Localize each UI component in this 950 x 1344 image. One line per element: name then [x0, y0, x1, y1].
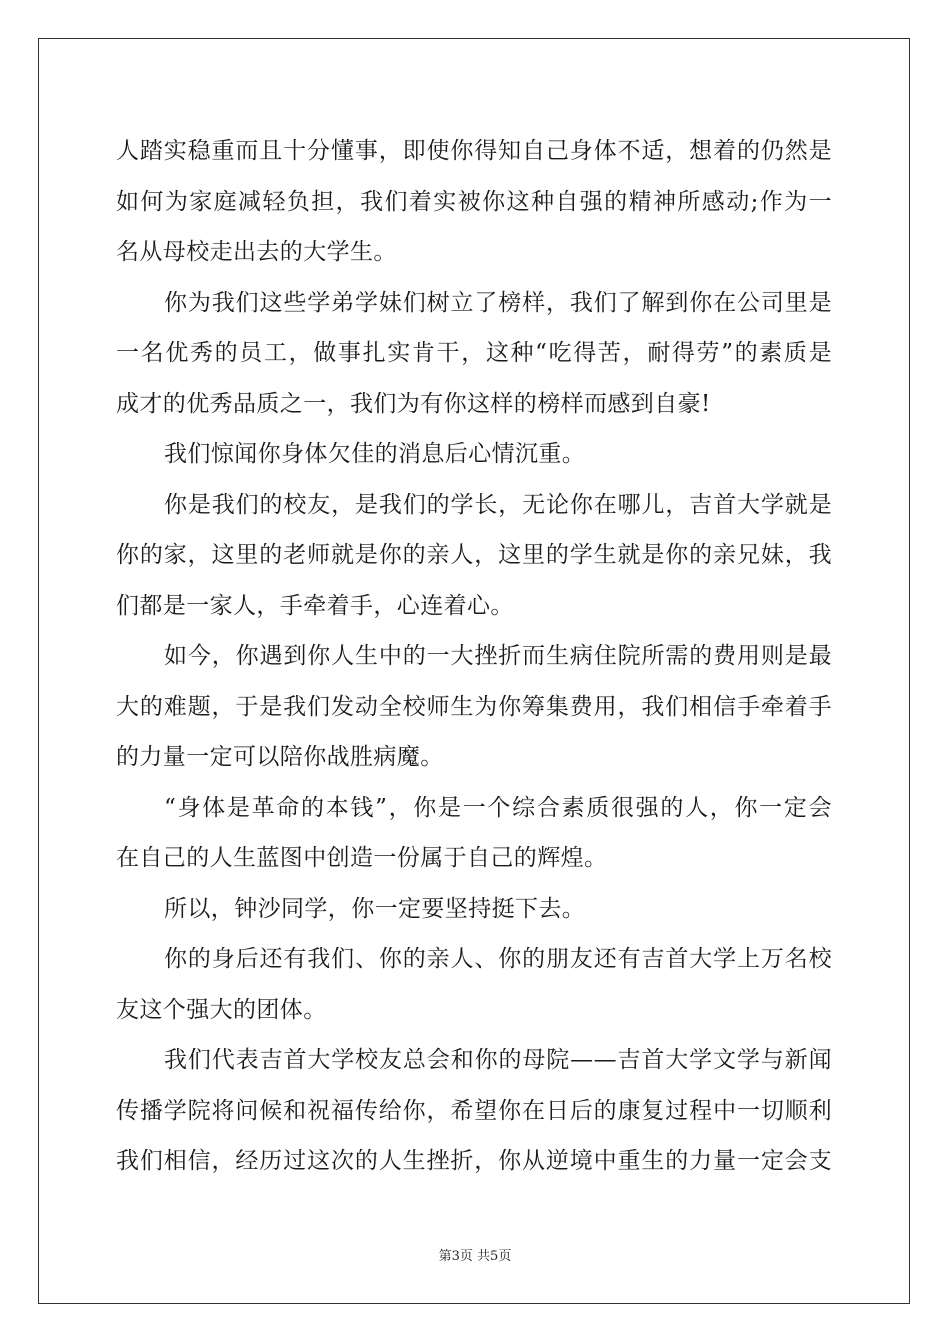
- text-line: 你的家，这里的老师就是你的亲人，这里的学生就是你的亲兄妹，我: [116, 542, 832, 568]
- text-line: 传播学院将问候和祝福传给你，希望你在日后的康复过程中一切顺利: [116, 1097, 832, 1124]
- text-line: 成才的优秀品质之一，我们为有你这样的榜样而感到自豪!: [116, 390, 711, 417]
- text-line: 我们惊闻你身体欠佳的消息后心情沉重。: [164, 441, 586, 467]
- page-number-footer: 第3页 共5页: [438, 1249, 512, 1264]
- text-line: 友这个强大的团体。: [116, 996, 327, 1023]
- text-line: 的力量一定可以陪你战胜病魔。: [116, 744, 444, 770]
- text-line: 人踏实稳重而且十分懂事，即使你得知自己身体不适，想着的仍然是: [116, 138, 832, 164]
- text-line: 我们代表吉首大学校友总会和你的母院——吉首大学文学与新闻: [164, 1047, 832, 1073]
- text-line: 名从母校走出去的大学生。: [116, 239, 397, 265]
- text-line: 如今，你遇到你人生中的一大挫折而生病住院所需的费用则是最: [164, 643, 832, 669]
- text-line: 一名优秀的员工，做事扎实肯干，这种“吃得苦，耐得劳”的素质是: [116, 340, 832, 366]
- document-body: [116, 128, 832, 1189]
- text-line: 我们相信，经历过这次的人生挫折，你从逆境中重生的力量一定会支: [116, 1148, 832, 1174]
- text-line: 在自己的人生蓝图中创造一份属于自己的辉煌。: [116, 845, 608, 871]
- text-line: “身体是革命的本钱”，你是一个综合素质很强的人，你一定会: [164, 794, 832, 821]
- text-line: 你是我们的校友，是我们的学长，无论你在哪儿，吉首大学就是: [164, 491, 832, 518]
- text-line: 你为我们这些学弟学妹们树立了榜样，我们了解到你在公司里是: [164, 289, 832, 316]
- text-line: 所以，钟沙同学，你一定要坚持挺下去。: [164, 895, 586, 922]
- text-line: 你的身后还有我们、你的亲人、你的朋友还有吉首大学上万名校: [164, 946, 832, 972]
- text-line: 如何为家庭减轻负担，我们着实被你这种自强的精神所感动;作为一: [116, 188, 832, 215]
- text-line: 大的难题，于是我们发动全校师生为你筹集费用，我们相信手牵着手: [116, 693, 832, 720]
- text-line: 们都是一家人，手牵着手，心连着心。: [116, 592, 514, 619]
